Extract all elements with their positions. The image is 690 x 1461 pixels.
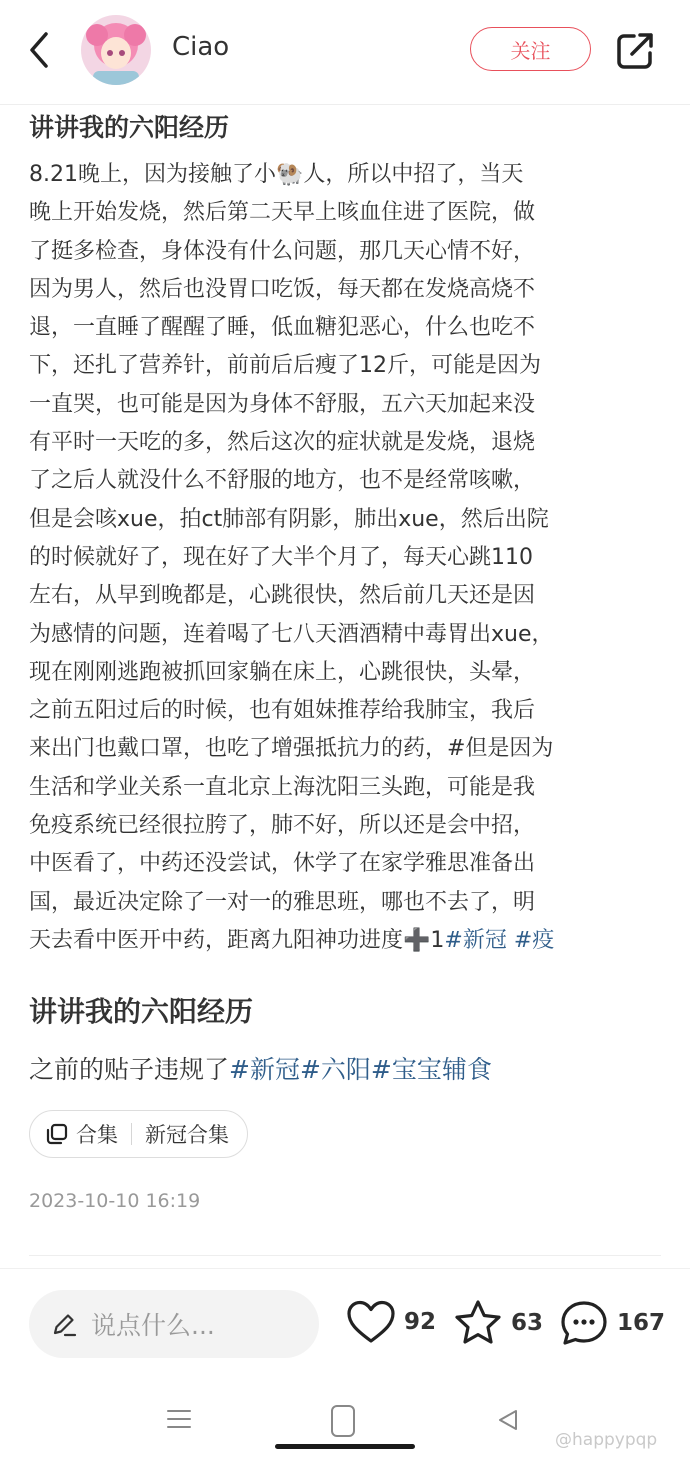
- body-line: 国，最近决定除了一对一的雅思班，哪也不去了，明: [29, 889, 536, 915]
- home-icon: [330, 1404, 356, 1438]
- avatar[interactable]: [81, 15, 151, 85]
- favorite-count: 63: [511, 1310, 544, 1336]
- comment-button[interactable]: [559, 1299, 665, 1347]
- nav-menu-button[interactable]: [166, 1408, 192, 1434]
- note-text: 之前的贴子违规了: [29, 1055, 230, 1084]
- post-body: [29, 156, 669, 960]
- chip-divider: [131, 1123, 132, 1145]
- body-line: 为感情的问题，连着喝了七八天酒酒精中毒胃出xue，: [29, 621, 554, 647]
- follow-button[interactable]: 关注: [470, 27, 591, 71]
- body-line: 下，还扎了营养针，前前后后瘦了12斤，可能是因为: [29, 353, 541, 379]
- bottom-action-bar: [0, 1268, 690, 1379]
- divider: [29, 1255, 661, 1256]
- body-line: 8.21晚上，因为接触了小🐏人，所以中招了，当天: [29, 162, 524, 187]
- body-line: 有平时一天吃的多，然后这次的症状就是发烧，退烧: [29, 430, 536, 456]
- body-line: 中医看了，中药还没尝试，休学了在家学雅思准备出: [29, 851, 536, 877]
- body-last-line: [29, 922, 669, 960]
- nav-home-button[interactable]: [330, 1404, 356, 1442]
- body-line: 但是会咳xue，拍ct肺部有阴影，肺出xue，然后出院: [29, 506, 549, 532]
- avatar-image: [81, 15, 151, 85]
- menu-icon: [166, 1408, 192, 1430]
- like-button[interactable]: [346, 1299, 436, 1345]
- body-line: 的时候就好了，现在好了大半个月了，每天心跳110: [29, 544, 533, 570]
- body-line-text: 天去看中医开中药，距离九阳神功进度➕1: [29, 927, 445, 953]
- hashtag-link[interactable]: #六阳: [299, 1055, 371, 1084]
- collection-chip[interactable]: [29, 1110, 248, 1158]
- comment-count: 167: [617, 1310, 666, 1336]
- triangle-back-icon: [496, 1408, 520, 1432]
- body-line: 了挺多检查，身体没有什么问题，那几天心情不好，: [29, 238, 536, 264]
- top-bar: [0, 0, 690, 105]
- share-icon: [614, 30, 656, 72]
- body-line: 现在刚刚逃跑被抓回家躺在床上，心跳很快，头晕，: [29, 659, 536, 685]
- body-line: 生活和学业关系一直北京上海沈阳三头跑，可能是我: [29, 774, 536, 800]
- body-line: 因为男人，然后也没胃口吃饭，每天都在发烧高烧不: [29, 276, 536, 302]
- collection-label: 合集: [76, 1123, 118, 1147]
- collection-name: 新冠合集: [145, 1123, 229, 1147]
- comment-placeholder: 说点什么...: [91, 1311, 215, 1340]
- hashtag-link[interactable]: #新冠: [229, 1055, 300, 1084]
- body-line: 晚上开始发烧，然后第二天早上咳血住进了医院，做: [29, 200, 536, 226]
- favorite-button[interactable]: [453, 1299, 543, 1347]
- hashtag-link[interactable]: #新冠: [444, 927, 507, 953]
- post-date: 2023-10-10 16:19: [29, 1190, 201, 1212]
- body-line: 之前五阳过后的时候，也有姐妹推荐给我肺宝，我后: [29, 698, 536, 724]
- share-button[interactable]: [614, 30, 656, 72]
- body-line: 一直哭，也可能是因为身体不舒服，五六天加起来没: [29, 391, 536, 417]
- like-count: 92: [404, 1309, 437, 1335]
- body-line: 了之后人就没什么不舒服的地方，也不是经常咳嗽，: [29, 468, 536, 494]
- pencil-icon: [51, 1311, 77, 1337]
- post-subtitle: 讲讲我的六阳经历: [29, 995, 254, 1028]
- post-note: [29, 1050, 492, 1086]
- comment-bubble-icon: [559, 1299, 609, 1347]
- heart-icon: [346, 1299, 396, 1345]
- author-name[interactable]: Ciao: [172, 32, 230, 62]
- home-indicator: [275, 1444, 415, 1449]
- post-content: [29, 108, 669, 960]
- hashtag-link[interactable]: #宝宝辅食: [370, 1055, 492, 1084]
- body-line: 免疫系统已经很拉胯了，肺不好，所以还是会中招，: [29, 813, 536, 839]
- body-line: 退，一直睡了醒醒了睡，低血糖犯恶心，什么也吃不: [29, 315, 536, 341]
- body-line: 来出门也戴口罩，也吃了增强抵抗力的药，#但是因为: [29, 736, 554, 762]
- star-icon: [453, 1299, 503, 1347]
- body-line: 左右，从早到晚都是，心跳很快，然后前几天还是因: [29, 583, 536, 609]
- comment-input[interactable]: [29, 1290, 319, 1358]
- nav-back-button[interactable]: [496, 1408, 520, 1436]
- collection-icon: [46, 1123, 68, 1145]
- hashtag-link[interactable]: #疫: [513, 927, 555, 953]
- chevron-left-icon: [22, 28, 58, 72]
- watermark: @happypqp: [555, 1430, 658, 1450]
- back-button[interactable]: [22, 28, 58, 72]
- post-title: 讲讲我的六阳经历: [29, 113, 230, 142]
